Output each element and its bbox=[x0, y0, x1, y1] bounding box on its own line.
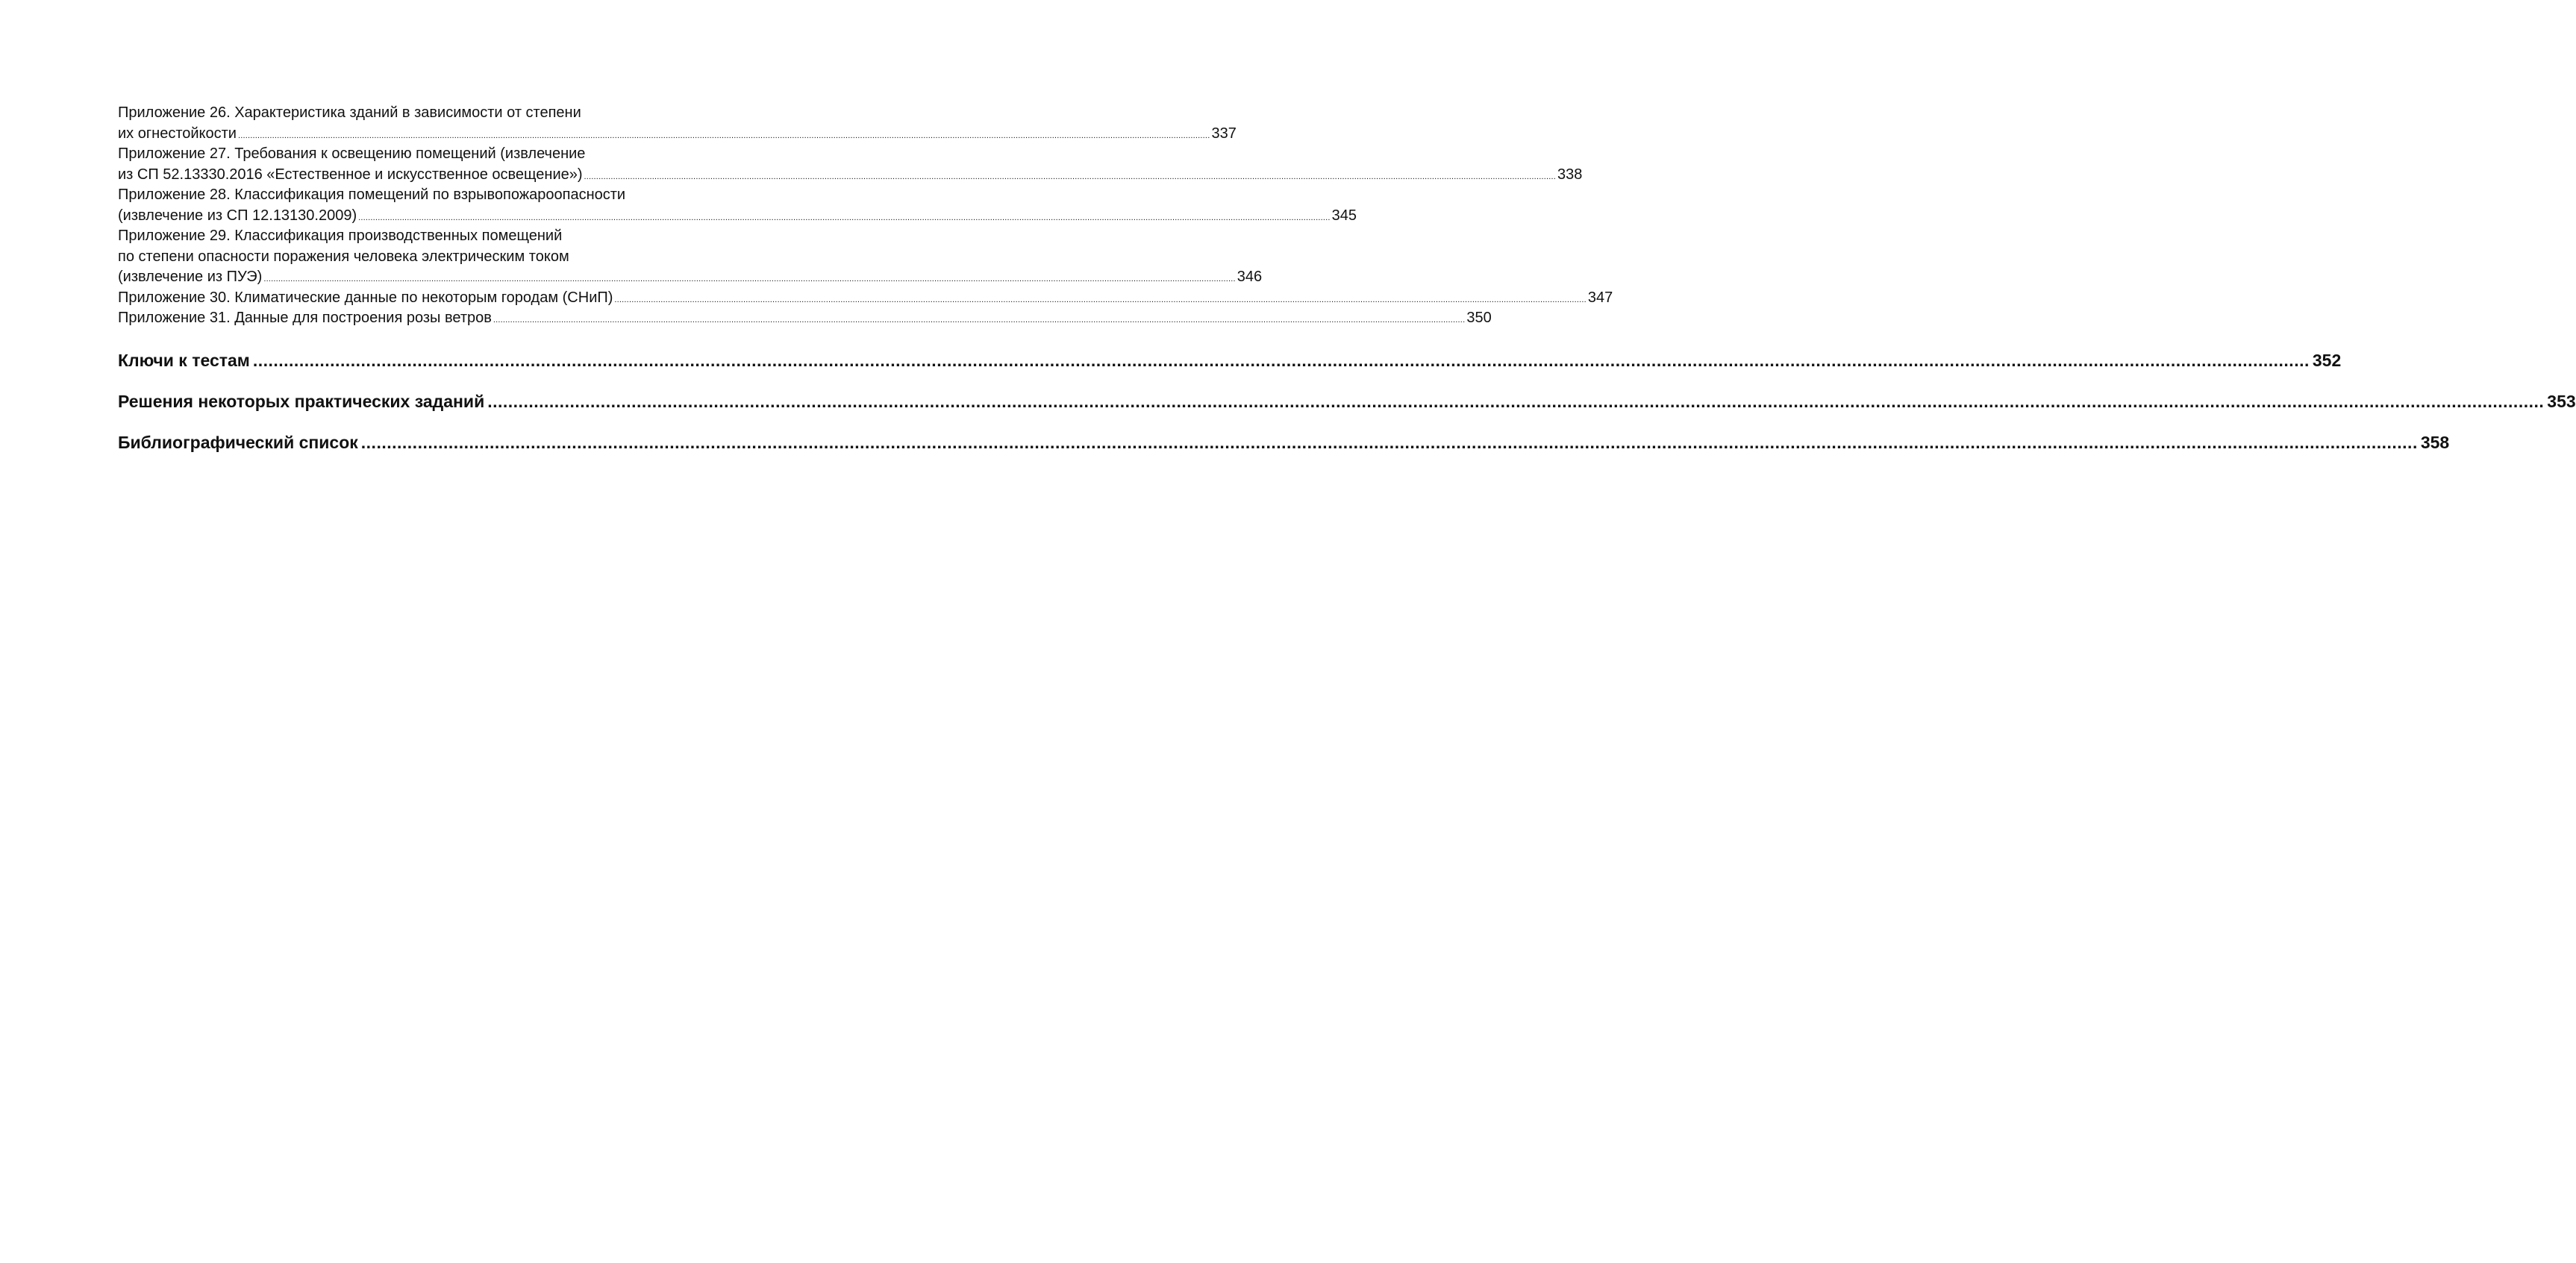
page-number: 337 bbox=[1211, 125, 1237, 142]
dot-leader: ................................................................................................................................................................................................................................................................................................................................................................................................................ bbox=[493, 316, 1466, 325]
toc-entry-appendix-27[interactable] bbox=[118, 144, 1583, 185]
toc-entry-leader-line bbox=[118, 288, 1613, 309]
toc-entry-text: их огнестойкости bbox=[118, 125, 237, 142]
toc-entry-leader-line bbox=[118, 124, 1237, 145]
dot-leader: ................................................................................................................................................................................................................................................................................................................................................................................................................ bbox=[614, 295, 1586, 304]
dot-leader: ................................................................................................................................................................................................................................................................................................................................................................................................................ bbox=[584, 172, 1556, 181]
toc-entry-leader-line bbox=[118, 165, 1583, 186]
toc-entry-appendix-30[interactable] bbox=[118, 288, 1613, 309]
toc-entry-text: Приложение 29. Классификация производственных помещений bbox=[118, 228, 563, 244]
toc-entry-leader-line bbox=[118, 267, 1263, 288]
dot-leader: ................................................................................................................................................................................................................................................................................................................................................................................................................ bbox=[358, 213, 1331, 222]
toc-section-title: Библиографический список bbox=[118, 432, 358, 452]
toc-entry-text: Приложение 31. Данные для построения розы ветров bbox=[118, 310, 492, 326]
toc-entry-appendix-29[interactable] bbox=[118, 226, 1263, 288]
toc-entry-practical-solutions[interactable] bbox=[118, 390, 2576, 413]
toc-entry-leader-line bbox=[118, 206, 1357, 227]
dot-leader: ................................................................................................................................................................................................................................................................................................................................................................................................................ bbox=[252, 350, 2310, 370]
page-number: 350 bbox=[1466, 310, 1492, 326]
dot-leader: ................................................................................................................................................................................................................................................................................................................................................................................................................ bbox=[487, 391, 2545, 411]
page-number: 358 bbox=[2420, 432, 2450, 452]
toc-entry-leader-line bbox=[118, 431, 2450, 454]
dot-leader: ................................................................................................................................................................................................................................................................................................................................................................................................................ bbox=[237, 131, 1210, 140]
toc-entry-appendix-28[interactable] bbox=[118, 185, 1357, 226]
toc-entry-leader-line bbox=[118, 308, 1492, 329]
toc-section-title: Ключи к тестам bbox=[118, 350, 250, 370]
page-number: 346 bbox=[1237, 269, 1263, 285]
toc-entry-text: Приложение 28. Классификация помещений по взрывопожароопасности bbox=[118, 187, 626, 203]
dot-leader: ................................................................................................................................................................................................................................................................................................................................................................................................................ bbox=[263, 275, 1236, 283]
page-number: 345 bbox=[1331, 207, 1357, 224]
toc-entry-appendix-31[interactable] bbox=[118, 308, 1492, 329]
toc-entry-text: Приложение 27. Требования к освещению помещений (извлечение bbox=[118, 145, 586, 162]
page-number: 338 bbox=[1557, 166, 1583, 183]
dot-leader: ................................................................................................................................................................................................................................................................................................................................................................................................................ bbox=[360, 432, 2418, 452]
toc-entry-leader-line bbox=[118, 390, 2576, 413]
toc-entry-text: Приложение 26. Характеристика зданий в зависимости от степени bbox=[118, 104, 581, 121]
toc-entry-test-keys[interactable] bbox=[118, 349, 2342, 372]
toc-entry-text: (извлечение из ПУЭ) bbox=[118, 269, 263, 285]
toc-entry-text: (извлечение из СП 12.13130.2009) bbox=[118, 207, 357, 224]
toc-entry-bibliography[interactable] bbox=[118, 431, 2450, 454]
table-of-contents bbox=[118, 103, 2576, 454]
toc-entry-text: из СП 52.13330.2016 «Естественное и искусственное освещение») bbox=[118, 166, 583, 183]
toc-entry-text: по степени опасности поражения человека электрическим током bbox=[118, 248, 569, 265]
toc-entry-leader-line bbox=[118, 349, 2342, 372]
toc-entry-appendix-26[interactable] bbox=[118, 103, 1237, 144]
toc-entry-text: Приложение 30. Климатические данные по некоторым городам (СНиП) bbox=[118, 289, 613, 306]
page-number: 347 bbox=[1587, 289, 1613, 306]
toc-section-title: Решения некоторых практических заданий bbox=[118, 391, 485, 411]
page-number: 353 bbox=[2547, 391, 2576, 411]
page-number: 352 bbox=[2312, 350, 2342, 370]
